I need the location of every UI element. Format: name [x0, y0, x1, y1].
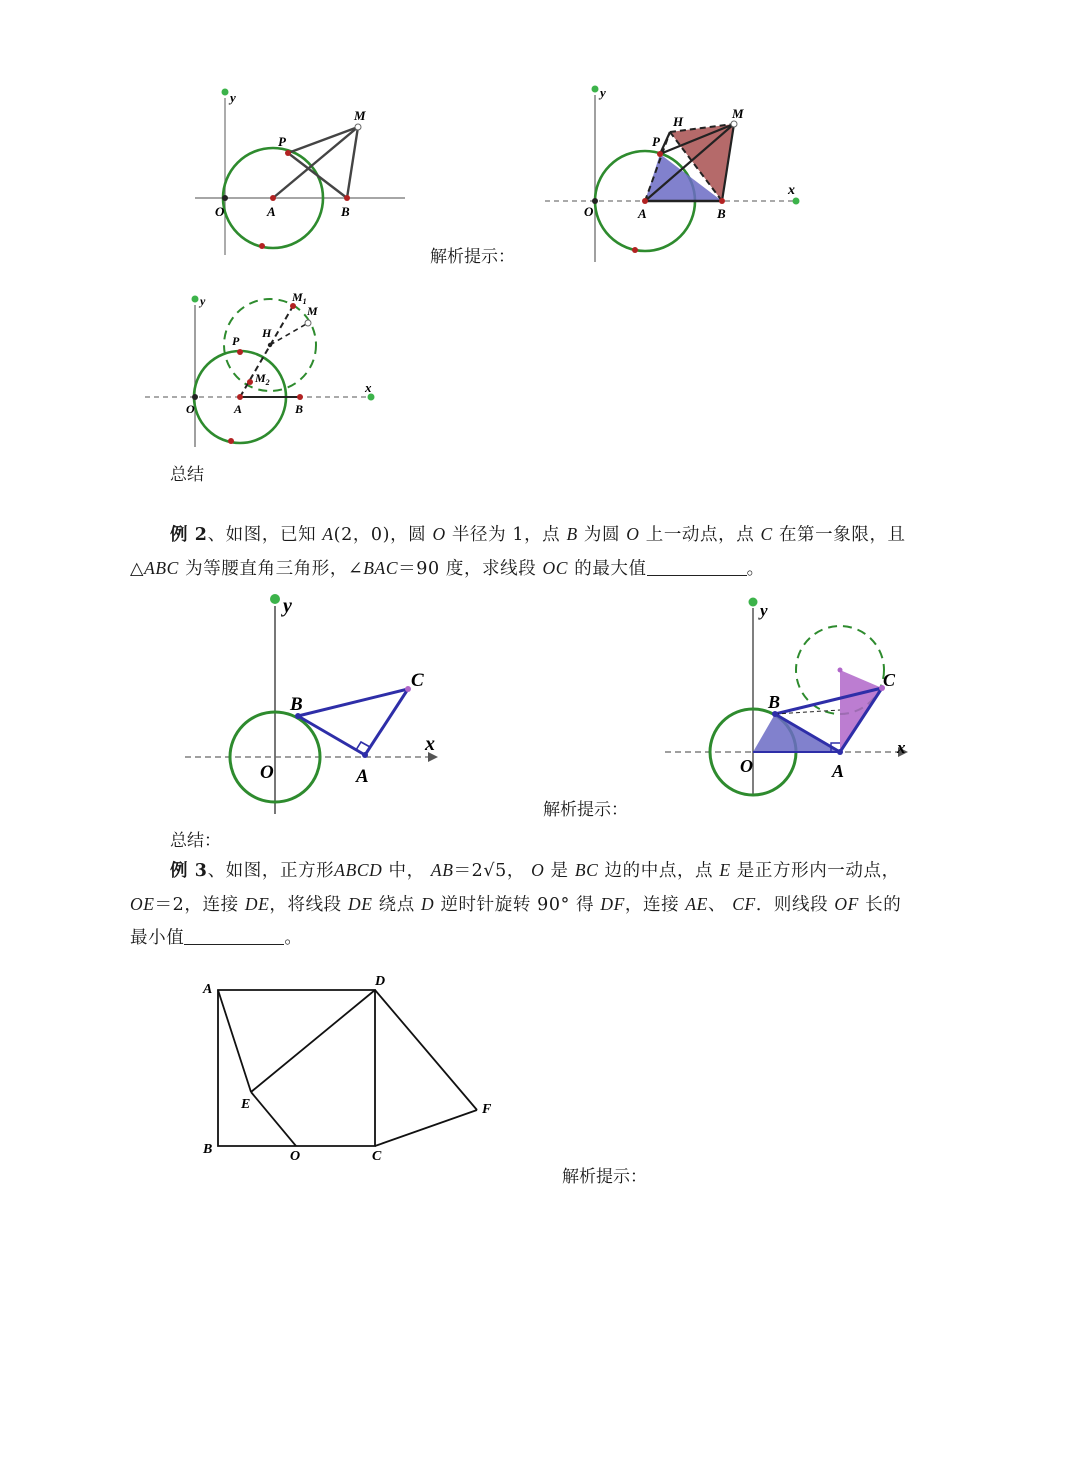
label-a: A: [234, 402, 243, 416]
math: E: [719, 860, 731, 880]
point-a: [270, 195, 276, 201]
segment-ba: [298, 716, 365, 755]
label-m: M: [354, 108, 366, 123]
segment-mb: [347, 127, 358, 198]
text: 逆时针旋转 90° 得: [440, 895, 595, 915]
label-b: B: [341, 204, 350, 219]
text: 上一动点，点: [645, 525, 755, 545]
label-b: B: [290, 694, 303, 715]
figure-6-square: [195, 965, 515, 1175]
math: AE: [685, 894, 708, 914]
square-abcd: [218, 990, 375, 1146]
label-o: O: [215, 204, 225, 219]
label-b: B: [717, 206, 726, 221]
label-c: C: [411, 670, 424, 691]
segment-cf: [375, 1110, 477, 1146]
point-p: [657, 151, 663, 157]
label-y: y: [200, 294, 206, 308]
point-b: [719, 198, 725, 204]
text: 是: [550, 861, 569, 881]
label-a: A: [638, 206, 647, 221]
point-b: [297, 394, 303, 400]
point-o: [222, 195, 228, 201]
text: ＝2，连接: [154, 895, 239, 915]
example2-line2: [130, 551, 765, 586]
example2-title: 例 2: [170, 525, 208, 545]
summary-1: 总结: [170, 465, 204, 485]
point-m: [305, 320, 311, 326]
text: ＝90 度，求线段: [398, 559, 537, 579]
label-e: E: [241, 1097, 251, 1112]
label-p: P: [652, 134, 660, 149]
segment-eo: [251, 1092, 296, 1146]
example3-line2: [130, 887, 901, 922]
math: CF: [732, 894, 756, 914]
text: ．则线段: [755, 895, 829, 915]
label-m2: $M_2$: [255, 371, 270, 387]
point-a: [362, 752, 368, 758]
text: 、: [707, 895, 727, 915]
point-bottom: [228, 438, 234, 444]
label-x: x: [425, 733, 435, 755]
math: D: [421, 894, 435, 914]
label-o: O: [740, 756, 753, 776]
text: 、如图，已知: [207, 525, 317, 545]
math: B: [566, 524, 578, 544]
label-o: O: [260, 762, 274, 783]
math: DE: [347, 894, 373, 914]
point-bottom: [259, 243, 265, 249]
label-x: x: [365, 380, 372, 395]
axis-end-dot-y: [592, 86, 599, 93]
text: ＝2√5，: [453, 861, 525, 881]
figure-5-rotation-abc: [660, 590, 920, 805]
hint-3: 解析提示：: [562, 1167, 647, 1187]
point-m: [355, 124, 361, 130]
label-o: O: [290, 1149, 301, 1164]
text: 为圆: [583, 525, 621, 545]
math: OF: [834, 894, 859, 914]
label-h: H: [673, 114, 684, 129]
text: 在第一象限，且: [778, 525, 906, 545]
example3-line3: [130, 921, 302, 955]
axis-end-dot-y: [192, 296, 199, 303]
example2-line1: [170, 517, 906, 552]
label-o: O: [186, 402, 195, 416]
text: ，连接: [624, 895, 680, 915]
point-bottom: [632, 247, 638, 253]
label-c: C: [372, 1149, 382, 1164]
math: AB: [430, 860, 454, 880]
label-x: x: [897, 738, 906, 757]
label-p: P: [278, 134, 286, 149]
text: 。: [746, 559, 765, 579]
math: DF: [600, 894, 625, 914]
label-p: P: [232, 334, 240, 348]
figure-3-trajectory: [140, 285, 390, 455]
text: △: [130, 559, 145, 579]
segment-ae: [218, 990, 251, 1092]
label-a: A: [203, 982, 213, 997]
point-a: [837, 749, 843, 755]
text: 绕点: [378, 895, 415, 915]
text: 最小值: [130, 928, 185, 948]
axis-end-dot-y: [749, 598, 758, 607]
label-d: D: [375, 974, 386, 989]
figure-4-triangle-abc: [180, 588, 450, 818]
math: BAC: [363, 558, 399, 578]
point-b: [344, 195, 350, 201]
text: 。: [284, 928, 303, 948]
label-y: y: [230, 90, 236, 105]
math: O: [626, 524, 640, 544]
label-b: B: [295, 402, 304, 416]
figure-2-rotation: [540, 80, 810, 270]
segment-df: [375, 990, 477, 1110]
label-y: y: [600, 85, 606, 100]
text: 长的: [865, 895, 902, 915]
label-y: y: [760, 601, 768, 620]
point-m2: [247, 379, 253, 385]
label-a: A: [267, 204, 276, 219]
math: DE: [244, 894, 270, 914]
example3-title: 例 3: [170, 861, 208, 881]
label-h: H: [262, 326, 272, 340]
point-m: [731, 121, 737, 127]
point-p: [237, 349, 243, 355]
math: O: [531, 860, 545, 880]
segment-de: [251, 990, 375, 1092]
summary-2: 总结：: [170, 831, 221, 851]
math: C: [760, 524, 773, 544]
label-b: B: [768, 692, 781, 712]
point-c1: [838, 668, 843, 673]
axis-end-dot-y: [270, 594, 280, 604]
math: O: [432, 524, 446, 544]
text: (2，0)，圆: [333, 525, 427, 545]
math: ABC: [144, 558, 179, 578]
answer-blank[interactable]: [184, 924, 284, 945]
figure-1-circle-pm: [190, 80, 420, 260]
label-c: C: [883, 670, 896, 690]
label-f: F: [482, 1102, 492, 1117]
example3-line1: [170, 853, 900, 888]
label-o: O: [584, 204, 594, 219]
text: 为等腰直角三角形，∠: [185, 559, 364, 579]
math: ABCD: [334, 860, 383, 880]
label-m: M: [307, 304, 318, 318]
label-x: x: [788, 183, 795, 198]
axis-end-dot: [222, 89, 229, 96]
text: 的最大值: [574, 559, 647, 579]
label-m1: $M_1$: [292, 290, 307, 306]
math: OE: [130, 894, 155, 914]
triangle-oab-fill: [753, 714, 840, 752]
axis-end-dot-x: [793, 198, 800, 205]
math: OC: [542, 558, 569, 578]
hint-1: 解析提示：: [430, 247, 515, 267]
label-m: M: [732, 106, 744, 121]
text: ，将线段: [269, 895, 342, 915]
point-h: [268, 343, 272, 347]
text: 边的中点，点: [604, 861, 714, 881]
math: A: [322, 524, 334, 544]
label-a: A: [832, 761, 845, 781]
label-b: B: [203, 1142, 213, 1157]
text: 半径为 1，点: [451, 525, 561, 545]
label-a: A: [356, 766, 369, 787]
answer-blank[interactable]: [647, 555, 747, 576]
hint-2: 解析提示：: [543, 800, 628, 820]
text: 、如图，正方形: [207, 861, 335, 881]
point-o: [192, 394, 198, 400]
label-y: y: [283, 595, 292, 617]
text: 中，: [388, 861, 425, 881]
text: 是正方形内一动点，: [736, 861, 900, 881]
point-p: [285, 150, 291, 156]
point-a: [642, 198, 648, 204]
math: BC: [574, 860, 599, 880]
point-a: [237, 394, 243, 400]
segment-pm: [288, 127, 358, 153]
